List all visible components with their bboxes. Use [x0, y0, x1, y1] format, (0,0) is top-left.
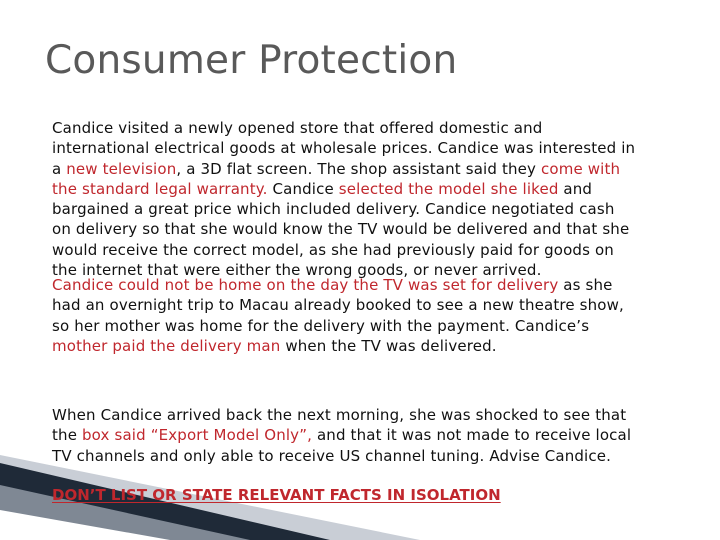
text-line	[52, 240, 635, 260]
case-paragraph-3	[52, 405, 631, 466]
text-line	[52, 336, 624, 356]
text-line	[52, 199, 635, 219]
text-line	[52, 118, 635, 138]
case-paragraph-1	[52, 118, 635, 280]
text-segment: the	[52, 426, 82, 445]
highlighted-fact: selected the model she liked	[338, 179, 559, 198]
text-line	[52, 219, 635, 239]
text-line	[52, 159, 635, 179]
text-segment: bargained a great price which included delivery. Candice negotiated cash	[52, 200, 615, 219]
text-segment: and	[558, 179, 593, 198]
instruction-note: DON’T LIST OR STATE RELEVANT FACTS IN ISOLATION	[52, 486, 501, 504]
text-segment: TV channels and only able to receive US channel tuning. Advise Candice.	[52, 446, 612, 465]
highlighted-fact: come with	[540, 159, 621, 178]
text-segment: so her mother was home for the delivery with the payment. Candice’s	[52, 316, 590, 335]
text-line	[52, 405, 631, 425]
text-segment: Candice visited a newly opened store that offered domestic and	[52, 119, 543, 137]
case-paragraph-2	[52, 275, 624, 356]
highlighted-fact: box said “Export Model Only”,	[82, 426, 313, 445]
text-segment: When Candice arrived back the next morning, she was shocked to see that	[52, 406, 627, 424]
text-segment: on delivery so that she would know the TV would be delivered and that she	[52, 220, 630, 239]
text-segment: Candice	[267, 179, 339, 198]
text-segment: and that it was not made to receive local	[312, 426, 632, 445]
highlighted-fact: mother paid the delivery man	[52, 336, 281, 355]
text-segment: when the TV was delivered.	[280, 336, 497, 355]
text-segment: had an overnight trip to Macau already booked to see a new theatre show,	[52, 296, 624, 315]
highlighted-fact: the standard legal warranty.	[52, 179, 268, 198]
highlighted-fact: Candice could not be home on the day the TV was set for delivery	[52, 276, 559, 294]
text-line	[52, 316, 624, 336]
text-segment: international electrical goods at wholesale prices. Candice was interested in	[52, 139, 636, 158]
highlighted-fact: new television	[66, 159, 177, 178]
text-line	[52, 446, 631, 466]
text-line	[52, 138, 635, 158]
text-segment: , a 3D flat screen. The shop assistant said they	[176, 159, 541, 178]
text-segment: as she	[558, 276, 613, 294]
text-line	[52, 295, 624, 315]
text-segment: the internet that were either the wrong goods, or never arrived.	[52, 261, 542, 280]
text-segment: would receive the correct model, as she had previously paid for goods on	[52, 240, 614, 259]
slide-title: Consumer Protection	[45, 38, 458, 83]
text-line	[52, 179, 635, 199]
text-line	[52, 425, 631, 445]
text-line	[52, 275, 624, 295]
text-segment: a	[52, 159, 67, 178]
